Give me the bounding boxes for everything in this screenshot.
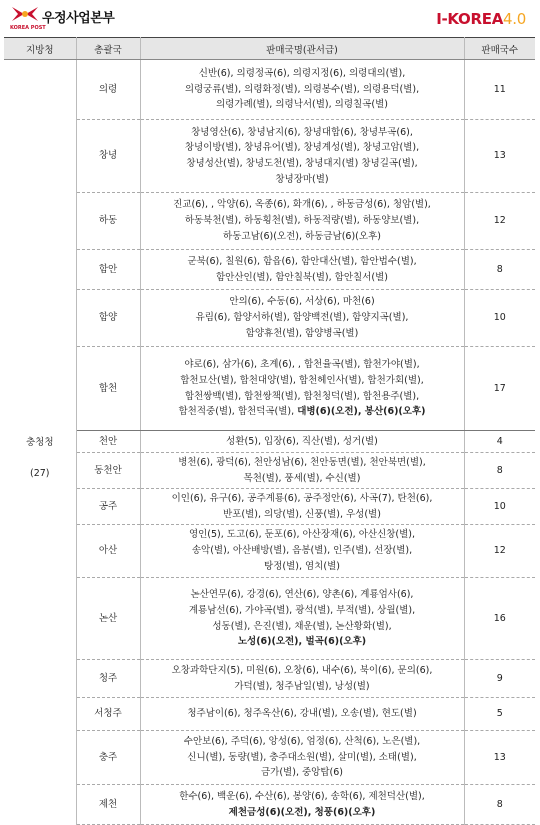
head-office-cell: 제천 [76, 785, 140, 825]
office-line [141, 527, 464, 543]
head-office-cell: 서청주 [76, 698, 140, 731]
office-count-cell: 12 [464, 193, 535, 250]
office-line [141, 404, 464, 420]
table-row [4, 578, 535, 660]
office-count-cell: 8 [464, 453, 535, 489]
head-office-cell: 아산 [76, 525, 140, 578]
table-row [4, 347, 535, 431]
column-header: 판매국명(관서급) [140, 38, 464, 60]
sales-offices-cell [140, 578, 464, 660]
sales-offices-cell [140, 120, 464, 193]
table-row [4, 60, 535, 120]
office-text: 이인(6), 유구(6), 공주계룡(6), 공주정안(6), 사곡(7), 탄천(6), [171, 492, 433, 504]
office-text: 안의(6), 수동(6), 서상(6), 마천(6) [229, 296, 375, 308]
office-text: 계룡남선(6), 가야곡(별), 광석(별), 부적(별), 상월(별), [188, 604, 416, 616]
office-text: 탕정(별), 염치(별) [264, 560, 340, 572]
page-header [0, 0, 540, 36]
table-row [4, 785, 535, 825]
office-text: 함안산인(별), 함안칠북(별), 함안칠서(별) [216, 271, 388, 283]
office-text: 진교(6), , 악양(6), 옥종(6), 화개(6), , 하동금성(6), 청암(별), [173, 199, 431, 211]
office-line [141, 326, 464, 342]
office-text-bold: 제천금성(6)(오전), 청풍(6)(오후) [228, 806, 376, 818]
office-line [141, 734, 464, 750]
office-text: 성환(5), 입장(6), 직산(별), 성거(별) [226, 435, 378, 447]
logo-title: 우정사업본부 [42, 11, 115, 26]
office-text: 창녕장마(별) [275, 173, 329, 185]
office-line [141, 491, 464, 507]
sales-office-table [4, 37, 535, 825]
office-text: 야로(6), 삼가(6), 초계(6), , 합천율곡(별), 합천가야(별), [184, 359, 420, 371]
office-line [141, 373, 464, 389]
head-office-cell: 천안 [76, 431, 140, 453]
office-line [141, 389, 464, 405]
table-row [4, 698, 535, 731]
head-office-cell: 함안 [76, 250, 140, 290]
office-line [141, 357, 464, 373]
office-count-cell: 10 [464, 290, 535, 347]
office-line [141, 254, 464, 270]
office-text: 함양휴천(별), 함양병곡(별) [245, 327, 359, 339]
office-text: 의령궁류(별), 의령화정(별), 의령봉수(별), 의령용덕(별), [184, 83, 420, 95]
office-text: 송악(별), 아산배방(별), 음봉(별), 인주(별), 선장(별), [191, 545, 413, 557]
head-office-cell: 충주 [76, 731, 140, 785]
office-text: 영인(5), 도고(6), 둔포(6), 아산장재(6), 아산신창(별), [188, 529, 416, 541]
office-line [141, 229, 464, 245]
office-text: 하동북천(별), 하동횡천(별), 하동적량(별), 하동양보(별), [184, 215, 420, 227]
sales-offices-cell [140, 193, 464, 250]
table-row [4, 525, 535, 578]
sales-offices-cell [140, 290, 464, 347]
office-line [141, 789, 464, 805]
region-cell [4, 431, 76, 825]
brand-main: I-KOREA [436, 10, 504, 28]
office-line [141, 156, 464, 172]
office-text: 성동(별), 은진(별), 채운(별), 논산황화(별), [212, 620, 392, 632]
office-count-cell: 16 [464, 578, 535, 660]
office-line [141, 471, 464, 487]
column-header: 지방청 [4, 38, 76, 60]
office-count-cell: 5 [464, 698, 535, 731]
office-line [141, 587, 464, 603]
office-text: 수안보(6), 주덕(6), 앙성(6), 엄정(6), 산척(6), 노은(별), [183, 735, 421, 747]
office-count-cell: 13 [464, 120, 535, 193]
office-count-cell: 8 [464, 785, 535, 825]
office-text: 합천쌍백(별), 합천쌍책(별), 합천청덕(별), 합천용주(별), [184, 390, 420, 402]
office-text-bold: 노성(6)(오전), 벌곡(6)(오후) [237, 636, 367, 648]
head-office-cell: 청주 [76, 660, 140, 698]
office-line [141, 270, 464, 286]
office-text: 신반(6), 의령정곡(6), 의령지정(6), 의령대의(별), [198, 67, 406, 79]
office-text: 금가(별), 중앙탑(6) [261, 767, 343, 779]
office-text: 창녕영산(6), 창녕남지(6), 창녕대합(6), 창녕부곡(6), [191, 126, 413, 138]
office-text: 하동고남(6)(오전), 하동금남(6)(오후) [223, 230, 381, 242]
office-line [141, 619, 464, 635]
region-cell [4, 60, 76, 431]
head-office-cell: 하동 [76, 193, 140, 250]
sales-offices-cell [140, 453, 464, 489]
office-text: 청주남이(6), 청주옥산(6), 강내(별), 오송(별), 현도(별) [187, 708, 417, 720]
sales-offices-cell [140, 250, 464, 290]
office-text: 논산연무(6), 강경(6), 연산(6), 양촌(6), 계룡엄사(6), [190, 589, 414, 601]
head-office-cell: 창녕 [76, 120, 140, 193]
office-text: 반포(별), 의당(별), 신풍(별), 우성(별) [223, 508, 381, 520]
office-text: 병천(6), 광덕(6), 천안성남(6), 천안동면(별), 천안북면(별), [178, 456, 426, 468]
office-count-cell: 17 [464, 347, 535, 431]
office-count-cell: 4 [464, 431, 535, 453]
office-text: 의령가례(별), 의령낙서(별), 의령칠곡(별) [216, 99, 388, 111]
office-count-cell: 8 [464, 250, 535, 290]
table-row [4, 290, 535, 347]
region-name: 충청청 [25, 436, 54, 448]
office-line [141, 294, 464, 310]
office-text: 오창과학단지(5), 미원(6), 오창(6), 내수(6), 북이(6), 문의(6), [171, 664, 433, 676]
table-row [4, 453, 535, 489]
logo-subtitle: KOREA POST [10, 25, 46, 31]
office-line [141, 213, 464, 229]
office-line [141, 125, 464, 141]
sales-offices-cell [140, 731, 464, 785]
table-row [4, 489, 535, 525]
sales-offices-cell [140, 785, 464, 825]
sales-offices-cell [140, 525, 464, 578]
office-text: 유림(6), 함양서하(별), 함양백전(별), 함양지곡(별), [195, 312, 409, 324]
table-row [4, 250, 535, 290]
office-count-cell: 11 [464, 60, 535, 120]
table-row [4, 731, 535, 785]
office-text: 합천적중(별), 합천덕곡(별), [178, 406, 298, 418]
region-count: (27) [29, 468, 50, 480]
sales-offices-cell [140, 698, 464, 731]
office-line [141, 706, 464, 722]
office-line [141, 434, 464, 450]
head-office-cell: 의령 [76, 60, 140, 120]
office-line [141, 197, 464, 213]
korea-post-logo [10, 4, 130, 34]
sales-offices-cell [140, 60, 464, 120]
brand-number: 4.0 [503, 10, 526, 28]
office-text-bold: 대병(6)(오전), 봉산(6)(오후) [297, 406, 426, 418]
table-header-row [4, 38, 535, 60]
office-line [141, 805, 464, 821]
office-line [141, 559, 464, 575]
column-header: 총괄국 [76, 38, 140, 60]
office-line [141, 603, 464, 619]
office-text: 한수(6), 백운(6), 수산(6), 봉양(6), 송학(6), 제천덕산(별), [179, 790, 425, 802]
office-line [141, 66, 464, 82]
brand-logo [436, 10, 526, 28]
office-line [141, 82, 464, 98]
head-office-cell: 동천안 [76, 453, 140, 489]
table-row [4, 660, 535, 698]
office-text: 신니(별), 동량(별), 충주대소원(별), 살미(별), 소태(별), [187, 751, 417, 763]
office-text: 창녕성산(별), 창녕도천(별), 창녕대지(별) 창녕길곡(별), [186, 158, 418, 169]
head-office-cell: 함양 [76, 290, 140, 347]
sales-offices-cell [140, 660, 464, 698]
head-office-cell: 논산 [76, 578, 140, 660]
office-line [141, 97, 464, 113]
sales-offices-cell [140, 489, 464, 525]
office-line [141, 543, 464, 559]
office-text: 군북(6), 칠원(6), 함읍(6), 함안대산(별), 함안법수(별), [187, 255, 417, 267]
office-line [141, 679, 464, 695]
korea-post-emblem-icon [10, 4, 40, 26]
office-count-cell: 13 [464, 731, 535, 785]
office-count-cell: 12 [464, 525, 535, 578]
table-row [4, 120, 535, 193]
table-body [4, 60, 535, 825]
office-line [141, 310, 464, 326]
sales-offices-cell [140, 347, 464, 431]
office-text: 가덕(별), 청주남일(별), 낭성(별) [234, 680, 370, 692]
office-line [141, 172, 464, 188]
office-count-cell: 10 [464, 489, 535, 525]
office-line [141, 634, 464, 650]
office-line [141, 455, 464, 471]
head-office-cell: 합천 [76, 347, 140, 431]
table-row [4, 193, 535, 250]
office-text: 창녕이방(별), 창녕유어(별), 창녕계성(별), 창녕고암(별), [184, 142, 420, 154]
office-line [141, 663, 464, 679]
office-text: 합천묘산(별), 합천대양(별), 합천헤인사(별), 합천가회(별), [180, 374, 424, 386]
office-line [141, 765, 464, 781]
sales-offices-cell [140, 431, 464, 453]
table-row [4, 431, 535, 453]
office-line [141, 507, 464, 523]
head-office-cell: 공주 [76, 489, 140, 525]
office-line [141, 140, 464, 156]
column-header: 판매국수 [464, 38, 535, 60]
office-count-cell: 9 [464, 660, 535, 698]
office-text: 목천(별), 풍세(별), 수신(별) [243, 472, 361, 484]
office-line [141, 750, 464, 766]
